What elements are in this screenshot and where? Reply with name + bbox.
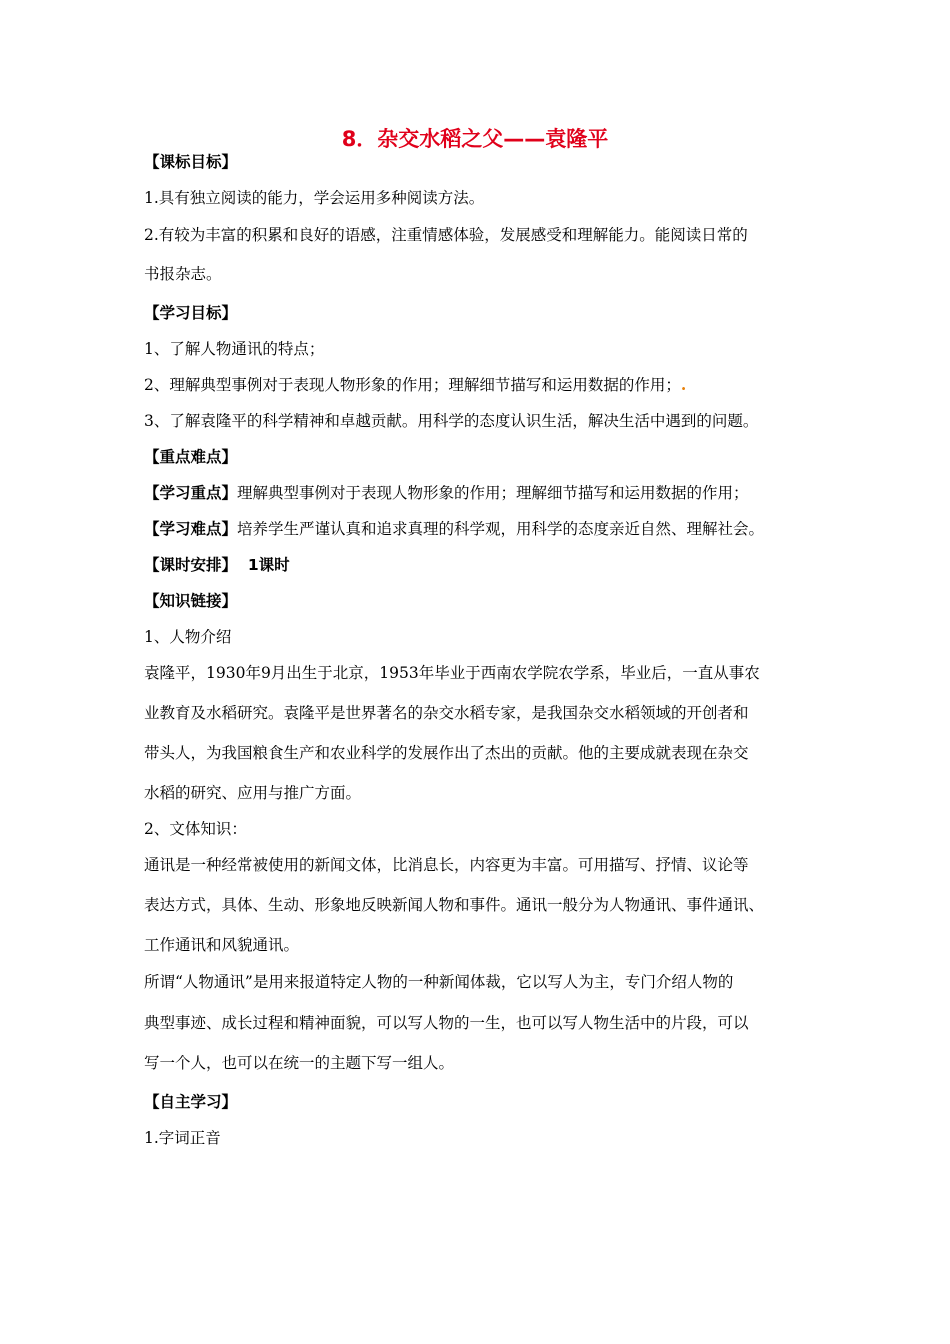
keshi-value: 1课时	[247, 556, 290, 574]
kebiao-item-2-line-2: 书报杂志。	[144, 265, 222, 283]
zhishi-sub-2: 2、文体知识：	[144, 820, 247, 838]
document-title: 8．杂交水稻之父——袁隆平	[341, 127, 609, 151]
difficulty-line	[144, 517, 824, 541]
heading-keshi: 【课时安排】	[144, 556, 238, 574]
para3-line-2: 典型事迹、成长过程和精神面貌，可以写人物的一生，也可以写人物生活中的片段，可以	[144, 1014, 749, 1032]
focus-line	[144, 481, 824, 505]
xuexi-item-2	[144, 373, 824, 397]
focus-label: 【学习重点】	[144, 484, 238, 502]
para1-line-4: 水稻的研究、应用与推广方面。	[144, 784, 362, 802]
para3-line-1: 所谓“人物通讯”是用来报道特定人物的一种新闻体裁，它以写人为主，专门介绍人物的	[144, 973, 734, 991]
para3-line-3: 写一个人，也可以在统一的主题下写一组人。	[144, 1054, 455, 1072]
xuexi-item-3: 3、了解袁隆平的科学精神和卓越贡献。用科学的态度认识生活，解决生活中遇到的问题。	[144, 412, 759, 430]
zhishi-sub-1: 1、人物介绍	[144, 628, 232, 646]
zizhu-item-1: 1.字词正音	[144, 1129, 221, 1147]
difficulty-text: 培养学生严谨认真和追求真理的科学观，用科学的态度亲近自然、理解社会。	[237, 520, 765, 538]
para1-line-2: 业教育及水稻研究。袁隆平是世界著名的杂交水稻专家，是我国杂交水稻领域的开创者和	[144, 704, 749, 722]
para2-line-3: 工作通讯和风貌通讯。	[144, 936, 300, 954]
para1-line-3: 带头人，为我国粮食生产和农业科学的发展作出了杰出的贡献。他的主要成就表现在杂交	[144, 744, 749, 762]
para1-line-1: 袁隆平，1930年9月出生于北京，1953年毕业于西南农学院农学系，毕业后，一直从事农	[144, 664, 760, 682]
heading-kebiao: 【课标目标】	[144, 153, 238, 171]
difficulty-label: 【学习难点】	[144, 520, 238, 538]
para2-line-1: 通讯是一种经常被使用的新闻文体，比消息长，内容更为丰富。可用描写、抒情、议论等	[144, 856, 749, 874]
focus-text: 理解典型事例对于表现人物形象的作用；理解细节描写和运用数据的作用；	[237, 484, 749, 502]
heading-zhishi: 【知识链接】	[144, 592, 238, 610]
heading-zhongdian: 【重点难点】	[144, 448, 238, 466]
keshi-line	[144, 553, 824, 577]
xuexi-item-1: 1、了解人物通讯的特点；	[144, 340, 325, 358]
para2-line-2: 表达方式，具体、生动、形象地反映新闻人物和事件。通讯一般分为人物通讯、事件通讯、	[144, 896, 765, 914]
xuexi-item-2-text: 2、理解典型事例对于表现人物形象的作用；理解细节描写和运用数据的作用；	[144, 376, 681, 394]
heading-xuexi: 【学习目标】	[144, 304, 238, 322]
xuexi-item-2-dot: .	[680, 375, 687, 394]
kebiao-item-1: 1.具有独立阅读的能力，学会运用多种阅读方法。	[144, 189, 485, 207]
kebiao-item-2-line-1: 2.有较为丰富的积累和良好的语感，注重情感体验，发展感受和理解能力。能阅读日常的	[144, 226, 748, 244]
heading-zizhu: 【自主学习】	[144, 1093, 238, 1111]
